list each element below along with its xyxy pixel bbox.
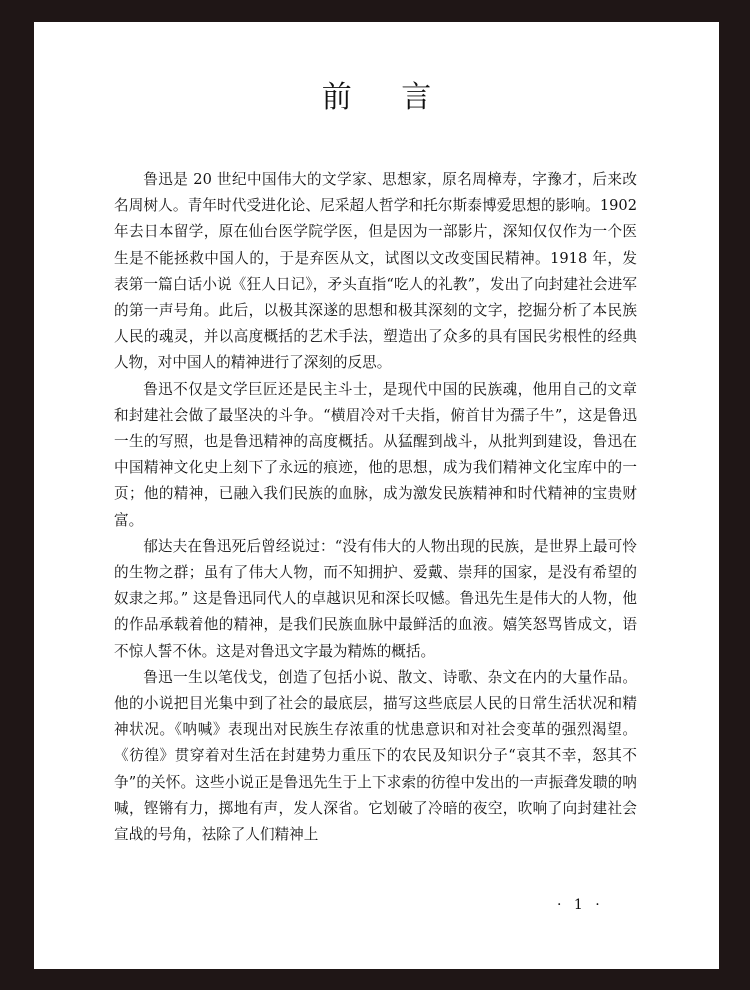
paragraph-1: 鲁迅是 20 世纪中国伟大的文学家、思想家，原名周樟寿，字豫才，后来改名周树人。青年时代受进化论、尼采超人哲学和托尔斯泰博爱思想的影响。1902 年去日本留学，原在仙台医学院学医，但是因为一部影片，深知仅仅作为一个医生是不能拯救中国人的，于是弃医从文，试图以文改变国民精神。1918 年，发表第一篇白话小说《狂人日记》，矛头直指“吃人的礼教”，发出了向封建社会进军的第一声号角。此后，以极其深遂的思想和极其深刻的文字，挖掘分析了本民族人民的魂灵，并以高度概括的艺术手法，塑造出了众多的具有国民劣根性的经典人物，对中国人的精神进行了深刻的反思。 [114, 171, 637, 372]
page-title: 前 言 [321, 80, 452, 115]
book-page [34, 22, 719, 969]
paragraph-4: 鲁迅一生以笔伐戈，创造了包括小说、散文、诗歌、杂文在内的大量作品。他的小说把目光集中到了社会的最底层，描写这些底层人民的日常生活状况和精神状况。《呐喊》表现出对民族生存浓重的忧患意识和对社会变革的强烈渴望。《彷徨》贯穿着对生活在封建势力重压下的农民及知识分子“哀其不幸，怒其不争”的关怀。这些小说正是鲁迅先生于上下求索的彷徨中发出的一声振聋发聩的呐喊，铿锵有力，掷地有声，发人深省。它划破了冷暗的夜空，吹响了向封建社会宣战的号角，祛除了人们精神上 [114, 668, 637, 844]
body-text [114, 167, 637, 848]
page-number: · 1 · [557, 897, 604, 913]
paragraph-2: 鲁迅不仅是文学巨匠还是民主斗士，是现代中国的民族魂，他用自己的文章和封建社会做了最坚决的斗争。“横眉冷对千夫指，俯首甘为孺子牛”，这是鲁迅一生的写照，也是鲁迅精神的高度概括。从猛醒到战斗，从批判到建设，鲁迅在中国精神文化史上刻下了永远的痕迹，他的思想，成为我们精神文化宝库中的一页；他的精神，已融入我们民族的血脉，成为激发民族精神和时代精神的宝贵财富。 [114, 380, 637, 529]
paragraph-3: 郁达夫在鲁迅死后曾经说过：“没有伟大的人物出现的民族，是世界上最可怜的生物之群；虽有了伟大人物，而不知拥护、爱戴、崇拜的国家，是没有希望的奴隶之邦。” 这是鲁迅同代人的卓越识见和深长叹憾。鲁迅先生是伟大的人物，他的作品承载着他的精神，是我们民族血脉中最鲜活的血液。嬉笑怒骂皆成文，语不惊人誓不休。这是对鲁迅文字最为精炼的概括。 [114, 537, 637, 660]
